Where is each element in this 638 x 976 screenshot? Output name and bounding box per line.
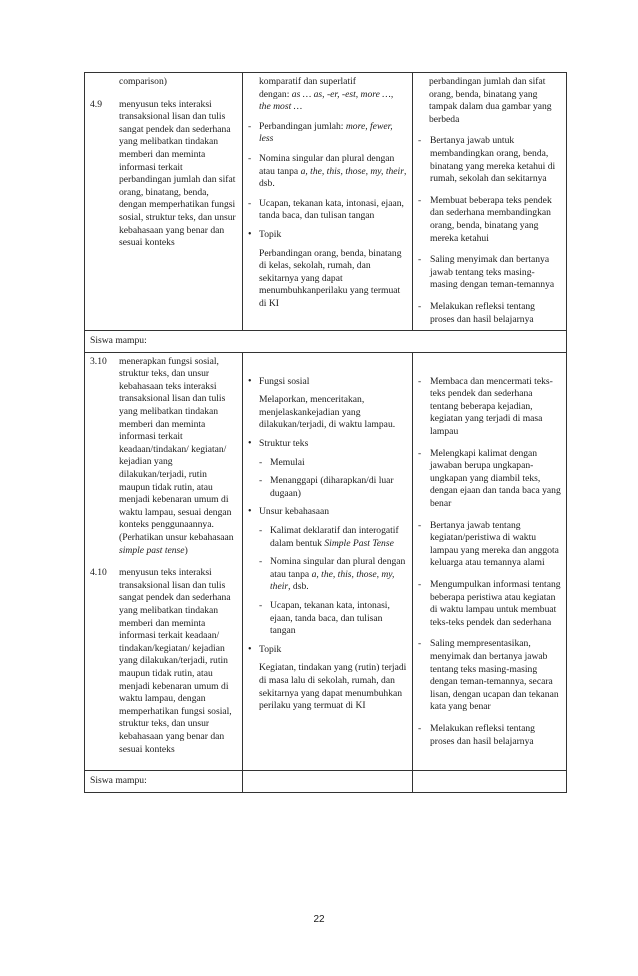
activity-item: - Melakukan refleksi tentang proses dan hasil belajarnya xyxy=(418,723,561,748)
table-row xyxy=(85,352,567,770)
list-item: - Ucapan, tekanan kata, intonasi, ejaan, tanda baca, dan tulisan tangan xyxy=(259,600,407,638)
document-page xyxy=(84,72,566,793)
table-row xyxy=(85,331,567,353)
list-item: - Ucapan, tekanan kata, intonasi, ejaan, tanda baca, dan tulisan tangan xyxy=(248,198,407,223)
continued-activity: perbandingan jumlah dan sifat orang, benda, binatang yang tampak dalam dua gambar yang berbeda xyxy=(429,76,552,125)
activity-item: - Mengumpulkan informasi tentang beberapa peristiwa atau kegiatan di waktu lampau untuk membuat teks-teks pendek dan sederhana xyxy=(418,579,561,629)
siswa-mampu-heading: Siswa mampu: xyxy=(85,331,567,353)
bullet-icon xyxy=(248,229,259,242)
table-row xyxy=(85,73,567,331)
activity-item: - Membaca dan mencermati teks-teks pendek dan sederhana tentang beberapa kejadian, kegiatan yang terjadi di masa lampau xyxy=(418,376,561,439)
pembelajaran-cell xyxy=(413,73,567,331)
kd-text: menyusun teks interaksi transaksional lisan dan tulis sangat pendek dan sederhana yang melibatkan tindakan memberi dan meminta informasi terkait keadaan/ tindakan/kegiatan/ kejadian yang dilakukan/terjadi, rutin maupun tidak rutin, atau menjadi kebenaran umum di waktu lampau, dengan memperhatikan fungsi sosial, struktur teks, dan unsur kebahasaan yang benar dan sesuai konteks xyxy=(119,567,232,755)
topik-heading: • Topik xyxy=(248,229,407,242)
kd-item-3-10 xyxy=(90,356,237,558)
fungsi-sosial-text: Melaporkan, menceritakan, menjelaskankejadian yang dilakukan/terjadi, di waktu lampau. xyxy=(259,394,396,431)
siswa-mampu-heading: Siswa mampu: xyxy=(85,771,243,793)
materi-cell xyxy=(243,73,413,331)
kd-text: menyusun teks interaksi transaksional lisan dan tulis sangat pendek dan sederhana yang melibatkan tindakan memberi dan meminta informasi terkait perbandingan jumlah dan sifat orang, binatang, benda, dengan memperhatikan fungsi sosial, struktur teks, dan unsur kebahasaan yang benar dan sesuai konteks xyxy=(119,98,236,249)
kd-number: 3.10 xyxy=(90,355,107,367)
list-item: - Kalimat deklaratif dan interogatif dalam bentuk Simple Past Tense xyxy=(259,525,407,550)
empty-cell xyxy=(243,771,413,793)
continued-material: komparatif dan superlatif dengan: as … as, -er, -est, more …, the most … xyxy=(259,76,394,113)
kompetensi-dasar-cell xyxy=(85,352,243,770)
bullet-icon xyxy=(248,506,259,519)
topik-heading: • Topik xyxy=(248,644,407,657)
activity-item: - Saling menyimak dan bertanya jawab tentang teks masing-masing dengan teman-temannya xyxy=(418,254,561,292)
topik-text: Kegiatan, tindakan yang (rutin) terjadi di masa lalu di sekolah, rumah, dan sekitarnya yang dapat menumbuhkan perilaku yang termuat di KI xyxy=(259,662,407,712)
activity-item: - Melengkapi kalimat dengan jawaban berupa ungkapan-ungkapan yang diambil teks, dengan ejaan dan tanda baca yang benar xyxy=(418,448,561,511)
unsur-kebahasaan-heading: • Unsur kebahasaan xyxy=(248,506,407,519)
list-item: - Nomina singular dan plural dengan atau tanpa a, the, this, those, my, their, dsb. xyxy=(248,153,407,191)
bullet-icon xyxy=(248,644,259,657)
list-item: - Menanggapi (diharapkan/di luar dugaan) xyxy=(259,475,407,500)
activity-item: - Saling mempresentasikan, menyimak dan bertanya jawab tentang teks masing-masing dengan teman-temannya, secara lisan, dengan ucapan dan tekanan kata yang benar xyxy=(418,638,561,714)
fungsi-sosial-heading: • Fungsi sosial xyxy=(248,376,407,389)
list-item: - Perbandingan jumlah: more, fewer, less xyxy=(248,121,407,146)
syllabus-table xyxy=(84,72,567,793)
list-item: - Memulai xyxy=(259,457,407,470)
bullet-icon xyxy=(248,376,259,389)
activity-item: - Melakukan refleksi tentang proses dan hasil belajarnya xyxy=(418,301,561,326)
activity-item: - Bertanya jawab tentang kegiatan/peristiwa di waktu lampau yang mereka dan anggota keluarga atau temannya alami xyxy=(418,520,561,570)
kompetensi-dasar-cell xyxy=(85,73,243,331)
activity-item: - Membuat beberapa teks pendek dan sederhana membandingkan orang, benda, binatang yang mereka ketahui xyxy=(418,195,561,245)
struktur-teks-heading: • Struktur teks xyxy=(248,438,407,451)
page-number: 22 xyxy=(313,914,325,925)
table-row xyxy=(85,771,567,793)
continued-text: comparison) xyxy=(119,76,167,87)
pembelajaran-cell xyxy=(413,352,567,770)
list-item: - Nomina singular dan plural dengan atau tanpa a, the, this, those, my, their, dsb. xyxy=(259,556,407,594)
kd-number: 4.9 xyxy=(90,98,102,110)
materi-cell xyxy=(243,352,413,770)
activity-item: - Bertanya jawab untuk membandingkan orang, benda, binatang yang mereka ketahui di rumah, sekolah dan sekitarnya xyxy=(418,135,561,185)
bullet-icon xyxy=(248,438,259,451)
kd-number: 4.10 xyxy=(90,567,107,579)
kd-text: menerapkan fungsi sosial, struktur teks, dan unsur kebahasaan teks interaksi transaksional lisan dan tulis yang melibatkan tindakan memberi dan meminta informasi terkait keadaan/tindakan/ kegiatan/ kejadian yang dilakukan/terjadi, rutin maupun tidak rutin, atau menjadi kebenaran umum di waktu lampau, sesuai dengan konteks penggunaannya. (Perhatikan unsur kebahasaan simple past tense) xyxy=(119,355,234,556)
topik-text: Perbandingan orang, benda, binatang di kelas, sekolah, rumah, dan sekitarnya yang dapat menumbuhkanperilaku yang termuat di KI xyxy=(259,247,402,309)
empty-cell xyxy=(413,771,567,793)
kd-item-4-9 xyxy=(90,99,237,250)
kd-item-4-10 xyxy=(90,567,237,756)
